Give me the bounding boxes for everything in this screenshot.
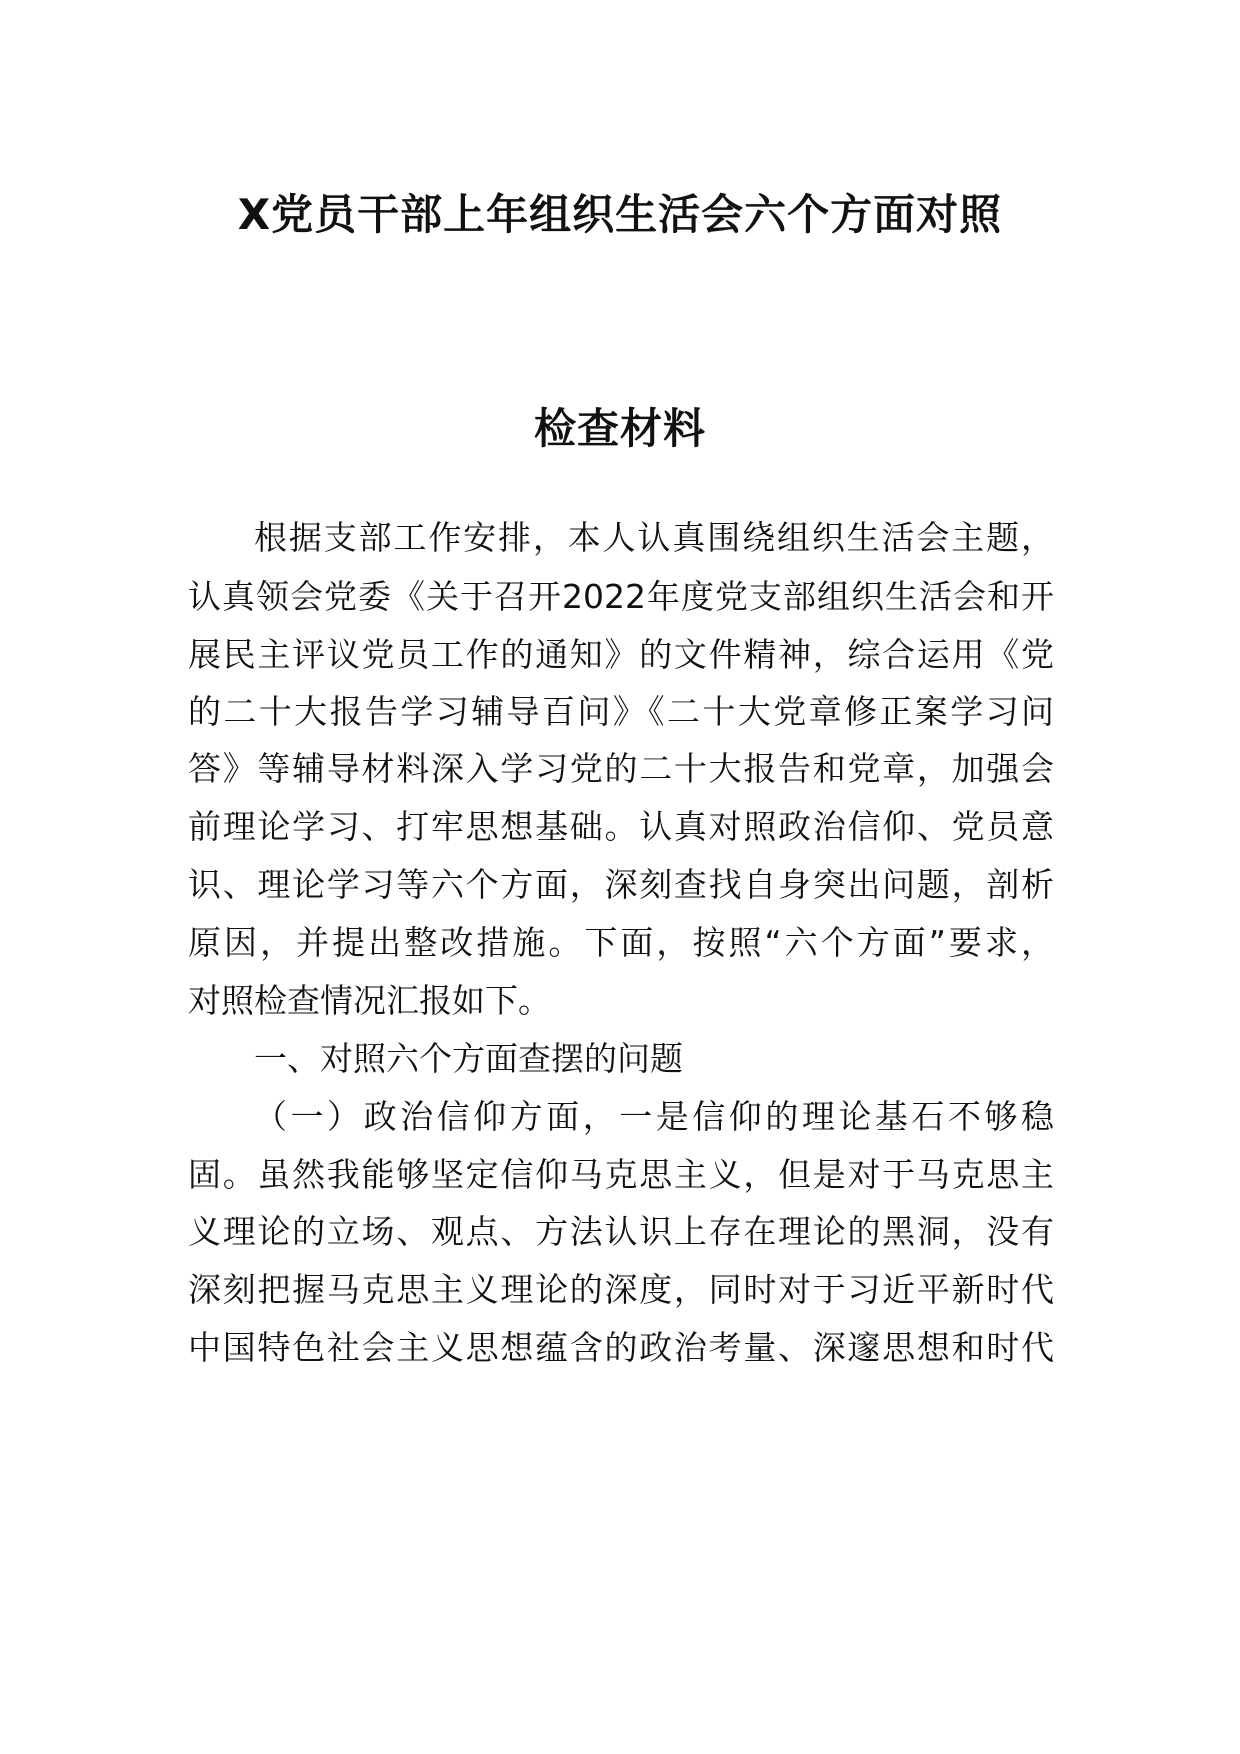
body-line: 展民主评议党员工作的通知》的文件精神，综合运用《党 — [188, 635, 1054, 674]
body-line: 对照检查情况汇报如下。 — [188, 981, 551, 1020]
body-line: 根据支部工作安排，本人认真围绕组织生活会主题， — [254, 518, 1054, 557]
document-title-line-1: X党员干部上年组织生活会六个方面对照 — [237, 190, 1003, 239]
document-title-line-2: 检查材料 — [533, 404, 706, 453]
body-line: （一）政治信仰方面，一是信仰的理论基石不够稳 — [254, 1097, 1054, 1136]
body-line: 固。虽然我能够坚定信仰马克思主义，但是对于马克思主 — [188, 1155, 1054, 1194]
body-line: 答》等辅导材料深入学习党的二十大报告和党章，加强会 — [188, 749, 1054, 788]
body-line: 的二十大报告学习辅导百问》《二十大党章修正案学习问 — [188, 692, 1054, 731]
body-line: 义理论的立场、观点、方法认识上存在理论的黑洞，没有 — [188, 1212, 1054, 1251]
body-line: 原因，并提出整改措施。下面，按照“六个方面”要求， — [188, 923, 1054, 962]
section-heading: 一、对照六个方面查摆的问题 — [254, 1039, 683, 1078]
body-line: 认真领会党委《关于召开2022年度党支部组织生活会和开 — [188, 577, 1054, 616]
body-line: 中国特色社会主义思想蕴含的政治考量、深邃思想和时代 — [188, 1328, 1054, 1367]
body-line: 前理论学习、打牢思想基础。认真对照政治信仰、党员意 — [188, 807, 1054, 846]
body-line: 深刻把握马克思主义理论的深度，同时对于习近平新时代 — [188, 1270, 1054, 1309]
body-line: 识、理论学习等六个方面，深刻查找自身突出问题，剖析 — [188, 865, 1054, 904]
